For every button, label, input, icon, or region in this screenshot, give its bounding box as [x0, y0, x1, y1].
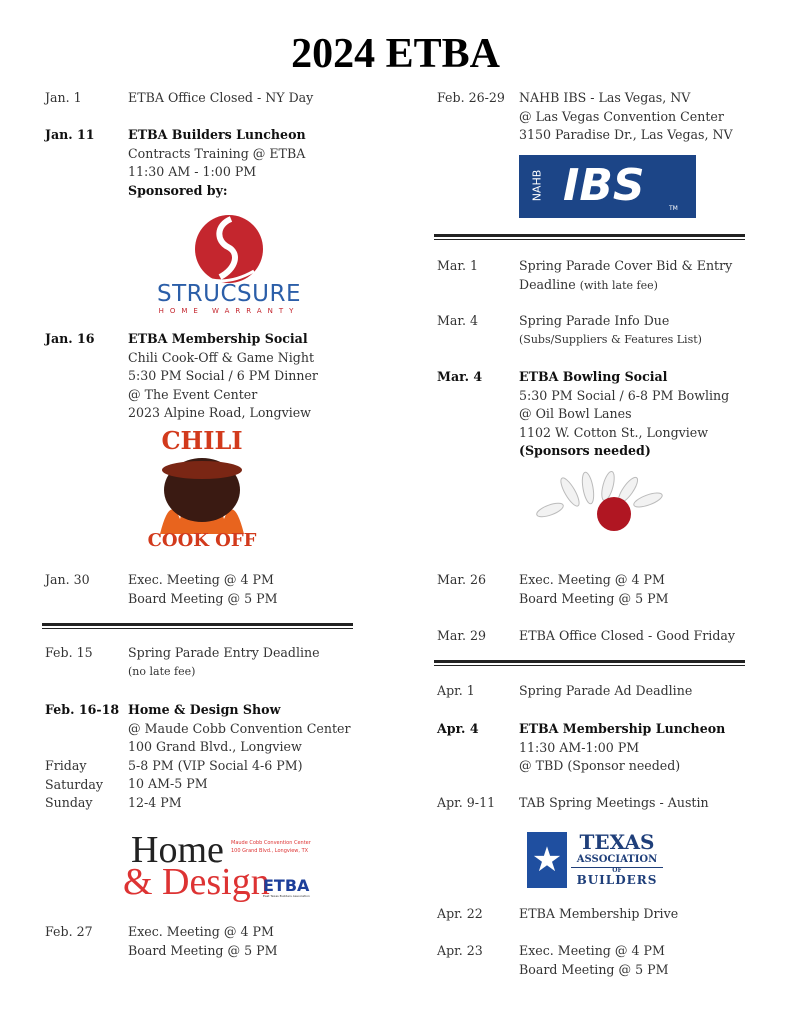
event-date: Feb. 26-29: [437, 90, 505, 105]
tm-text: TM: [669, 205, 678, 212]
event-title: ETBA Membership Luncheon: [519, 721, 726, 736]
event-text: 2023 Alpine Road, Longview: [128, 405, 311, 421]
event-date: Jan. 1: [45, 90, 82, 105]
event-text: Spring Parade Entry Deadline: [128, 645, 320, 660]
event-date: Apr. 23: [437, 943, 483, 958]
venue-line: 100 Grand Blvd., Longview, TX: [231, 848, 309, 854]
event-text: Contracts Training @ ETBA: [128, 145, 306, 161]
event-text: @ Las Vegas Convention Center: [519, 108, 724, 124]
event-text: 5:30 PM Social / 6 PM Dinner: [128, 368, 318, 384]
event-date: Mar. 29: [437, 628, 487, 643]
event-text: Board Meeting @ 5 PM: [519, 590, 669, 606]
event-text: Board Meeting @ 5 PM: [128, 590, 278, 606]
etba-logo-text: ETBA: [263, 876, 310, 895]
event-date: Apr. 9-11: [437, 795, 496, 810]
event-date: Mar. 1: [437, 258, 479, 273]
section-divider: [434, 660, 745, 666]
day-label: Saturday: [45, 776, 104, 792]
event-text: ETBA Membership Drive: [519, 906, 679, 921]
event-date: Mar. 26: [437, 572, 487, 587]
day-label: Friday: [45, 758, 87, 773]
event-text: NAHB IBS - Las Vegas, NV: [519, 90, 691, 105]
event-text: 100 Grand Blvd., Longview: [128, 739, 302, 755]
event-text: TAB Spring Meetings - Austin: [519, 795, 709, 810]
event-text: @ TBD (Sponsor needed): [519, 758, 681, 774]
day-time: 10 AM-5 PM: [128, 776, 208, 792]
event-text: 11:30 AM - 1:00 PM: [128, 164, 257, 180]
tab-association: ASSOCIATION: [576, 854, 658, 865]
event-text: Exec. Meeting @ 4 PM: [128, 572, 274, 587]
home-text: Home: [131, 829, 224, 871]
ibs-text: IBS: [563, 160, 645, 211]
etba-logo-sub: East Texas Builders Association: [263, 894, 310, 898]
strucsure-tagline: HOME WARRANTY: [158, 307, 300, 315]
section-divider: [434, 234, 745, 240]
event-text: 11:30 AM-1:00 PM: [519, 739, 640, 755]
design-text: [123, 860, 270, 904]
event-text: @ The Event Center: [128, 386, 258, 402]
event-date: Apr. 1: [437, 683, 475, 698]
page-title: 2024 ETBA: [291, 31, 500, 77]
event-date: Feb. 16-18: [45, 702, 120, 717]
section-divider: [42, 623, 353, 629]
event-date: Apr. 22: [437, 906, 483, 921]
event-text: 5:30 PM Social / 6-8 PM Bowling: [519, 387, 730, 403]
event-note: (no late fee): [128, 664, 196, 678]
event-text: Chili Cook-Off & Game Night: [128, 349, 315, 365]
day-label: Sunday: [45, 795, 93, 811]
texas-star-icon: ★: [527, 832, 567, 888]
event-text: ETBA Office Closed - Good Friday: [519, 628, 736, 643]
bowling-pins-icon: [530, 470, 672, 534]
venue-text: [231, 839, 311, 855]
event-text: Exec. Meeting @ 4 PM: [519, 943, 665, 958]
nahb-ibs-logo: [519, 155, 696, 218]
event-text: Board Meeting @ 5 PM: [519, 961, 669, 977]
event-text: Spring Parade Ad Deadline: [519, 683, 693, 698]
strucsure-name: STRUCSURE: [157, 281, 301, 307]
event-date: Feb. 27: [45, 924, 93, 939]
bowling-image: [530, 470, 672, 534]
sponsor-label: (Sponsors needed): [519, 443, 651, 459]
event-text: Spring Parade Cover Bid & Entry: [519, 258, 733, 273]
event-title: ETBA Membership Social: [128, 331, 308, 346]
day-time: 5-8 PM (VIP Social 4-6 PM): [128, 757, 303, 773]
chili-bottom-text: COOK OFF: [147, 530, 257, 551]
event-date: Jan. 30: [45, 572, 90, 587]
event-text: 3150 Paradise Dr., Las Vegas, NV: [519, 127, 733, 143]
event-text: Spring Parade Info Due: [519, 313, 670, 328]
event-date: Mar. 4: [437, 313, 479, 328]
event-text: ETBA Office Closed - NY Day: [128, 90, 314, 105]
tab-of: OF: [571, 867, 663, 874]
event-text: @ Oil Bowl Lanes: [519, 406, 632, 422]
event-date: Feb. 15: [45, 645, 93, 660]
strucsure-logo: [136, 213, 322, 317]
sponsor-label: Sponsored by:: [128, 182, 228, 198]
tab-texas: TEXAS: [579, 830, 655, 854]
venue-line: Maude Cobb Convention Center: [231, 840, 311, 846]
event-date: Jan. 16: [45, 331, 95, 346]
event-text: 1102 W. Cotton St., Longview: [519, 424, 709, 440]
tab-builders: BUILDERS: [576, 873, 658, 887]
event-date: Mar. 4: [437, 369, 483, 384]
event-text: @ Maude Cobb Convention Center: [128, 720, 351, 736]
event-date: Apr. 4: [437, 721, 479, 736]
nahb-text: NAHB: [530, 169, 544, 202]
event-title: ETBA Bowling Social: [519, 369, 668, 384]
chili-cookoff-logo: [140, 424, 264, 556]
tab-logo: [527, 832, 663, 888]
chili-top-text: CHILI: [161, 426, 243, 455]
event-text: Exec. Meeting @ 4 PM: [519, 572, 665, 587]
day-time: 12-4 PM: [128, 794, 182, 810]
event-text: Exec. Meeting @ 4 PM: [128, 924, 274, 939]
event-note: (Subs/Suppliers & Features List): [519, 332, 702, 346]
event-title: Home & Design Show: [128, 702, 281, 717]
design-word: & Design: [123, 861, 270, 903]
event-text: Board Meeting @ 5 PM: [128, 942, 278, 958]
event-date: Jan. 11: [45, 127, 95, 142]
event-text: Deadline: [519, 276, 576, 292]
home-design-logo: [123, 829, 323, 903]
event-note: (with late fee): [579, 278, 658, 292]
event-title: ETBA Builders Luncheon: [128, 127, 306, 142]
